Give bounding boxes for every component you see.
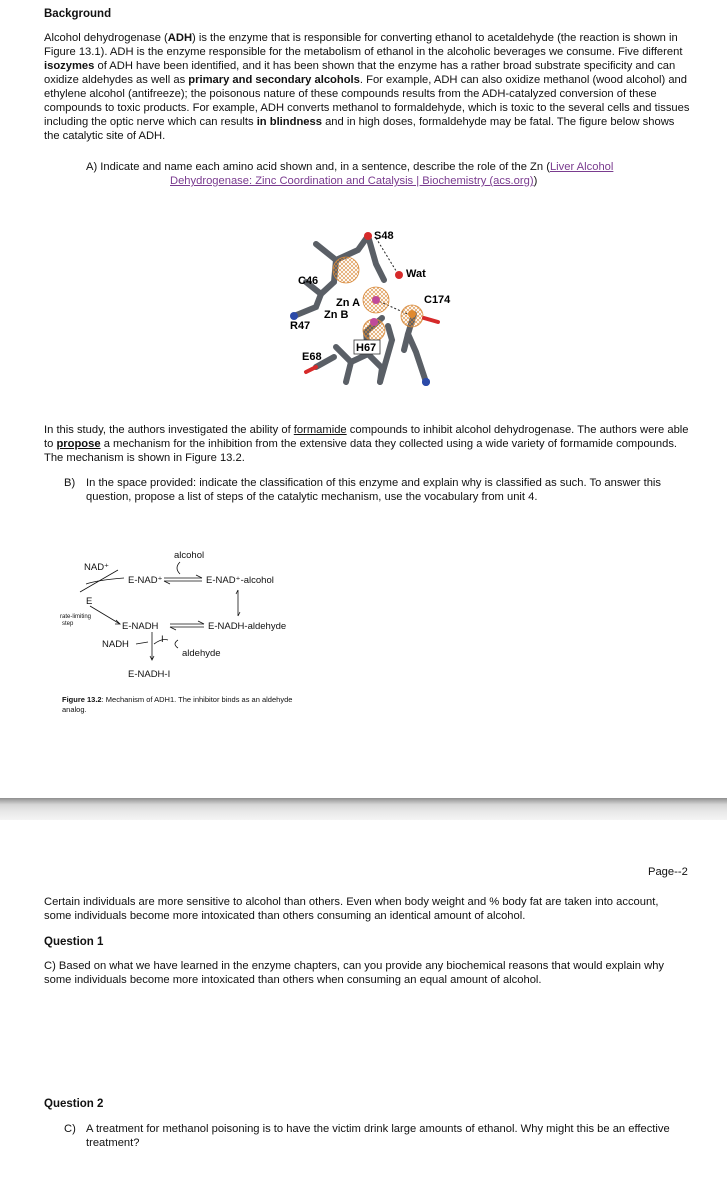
label-wat: Wat bbox=[406, 268, 426, 280]
c174-sulfur bbox=[408, 310, 416, 318]
blindness-term: in blindness bbox=[256, 116, 322, 128]
propose-term: propose bbox=[56, 438, 101, 450]
label-r47: R47 bbox=[290, 320, 311, 332]
study-paragraph: In this study, the authors investigated the ability of formamide compounds to inhibit alcohol dehydrogenase. The authors were able to propose a mechanism for the inhibition from the extensive data they collected using a wide variety of formamide compounds. The mechanism is shown in Figure 13.2. bbox=[44, 424, 689, 464]
page-number: Page--2 bbox=[648, 866, 688, 878]
isozymes-term: isozymes bbox=[44, 60, 95, 72]
mech-e-nadh-aldehyde: E-NADH-aldehyde bbox=[208, 621, 287, 632]
r47-nitrogen bbox=[290, 312, 298, 320]
question-a: A) Indicate and name each amino acid shown and, in a sentence, describe the role of the Zn (Liver Alcohol Dehydrogenase: Zinc Coordination and Catalysis | Biochemistry (acs.org)) bbox=[86, 161, 614, 187]
background-heading: Background bbox=[44, 8, 112, 20]
mech-alcohol: alcohol bbox=[174, 550, 205, 561]
mech-aldehyde: aldehyde bbox=[182, 648, 221, 659]
question-2-label: C) bbox=[64, 1123, 76, 1135]
label-c174: C174 bbox=[424, 294, 451, 306]
mech-e: E bbox=[86, 596, 93, 607]
active-site-figure bbox=[276, 222, 466, 397]
s48-oxygen bbox=[364, 232, 372, 240]
mechanism-figure bbox=[58, 548, 318, 683]
label-zn-a: Zn A bbox=[336, 297, 361, 309]
question-b-text: In the space provided: indicate the classification of this enzyme and explain why is classified as such. To answer this question, propose a list of steps of the catalytic mechanism, use the vocabulary from unit 4. bbox=[86, 477, 662, 503]
alcohols-term: primary and secondary alcohols bbox=[188, 74, 360, 86]
question-1-text: C) Based on what we have learned in the enzyme chapters, can you provide any biochemical reasons that would explain why some individuals become more intoxicated than others when consuming an equal amount of alcohol. bbox=[44, 960, 665, 986]
label-h67: H67 bbox=[356, 342, 377, 354]
figure-13-2-caption: Figure 13.2: Mechanism of ADH1. The inhibitor binds as an aldehyde analog. bbox=[62, 695, 293, 714]
question-b-label: B) bbox=[64, 477, 76, 489]
mech-e-nadh-i: E-NADH-I bbox=[128, 669, 171, 680]
mech-rate-limiting: rate-limiting bbox=[60, 614, 92, 620]
background-paragraph: Alcohol dehydrogenase (ADH) is the enzyme that is responsible for converting ethanol to acetaldehyde (the reaction is shown in Figure 13.1). ADH is the enzyme responsible for the metabolism of ethanol in the alcoholic beverages we consume. Five different isozymes of ADH have been identified, and it has been shown that the enzyme has a rather broad substrate specificity and can oxidize aldehydes as well as primary and secondary alcohols. For example, ADH can also oxidize methanol (wood alcohol) and ethylene alcohol (antifreeze); the poisonous nature of these compounds results from the ADH-catalyzed conversion of these compounds to toxic products. For example, ADH converts methanol to formaldehyde, which is toxic to the several cells and tissues including the optic nerve which can results in blindness and in high doses, formaldehyde may be fatal. The figure below shows the catalytic site of ADH. bbox=[44, 32, 690, 142]
label-e68: E68 bbox=[302, 351, 322, 363]
mech-nadh: NADH bbox=[102, 639, 129, 650]
page2-intro: Certain individuals are more sensitive to alcohol than others. Even when body weight and % body fat are taken into account, some individuals become more intoxicated than others consuming an identical amount of alcohol. bbox=[44, 896, 659, 922]
mech-nad-plus: NAD⁺ bbox=[84, 562, 110, 573]
mech-e-nad: E-NAD⁺ bbox=[128, 575, 163, 586]
mech-e-nadh: E-NADH bbox=[122, 621, 159, 632]
page-separator bbox=[0, 798, 727, 820]
page-2 bbox=[0, 820, 727, 1195]
question-1-heading: Question 1 bbox=[44, 936, 104, 948]
zinc-b-atom bbox=[370, 318, 378, 326]
formamide-term: formamide bbox=[293, 424, 347, 436]
mech-i: I bbox=[161, 634, 164, 645]
question-2-text: A treatment for methanol poisoning is to have the victim drink large amounts of ethanol. Why might this be an effective treatment? bbox=[86, 1123, 670, 1149]
density-c46 bbox=[333, 257, 359, 283]
acs-link[interactable]: Liver Alcohol Dehydrogenase: Zinc Coordination and Catalysis | Biochemistry (acs.org) bbox=[170, 161, 614, 187]
mech-e-nad-alcohol: E-NAD⁺-alcohol bbox=[206, 575, 274, 586]
label-c46: C46 bbox=[298, 275, 319, 287]
label-zn-b: Zn B bbox=[324, 309, 349, 321]
question-2-heading: Question 2 bbox=[44, 1098, 104, 1110]
mech-step: step bbox=[62, 621, 74, 627]
label-s48: S48 bbox=[374, 230, 394, 242]
water-oxygen bbox=[395, 271, 403, 279]
zinc-a-atom bbox=[372, 296, 380, 304]
adh-term: ADH bbox=[167, 32, 193, 44]
